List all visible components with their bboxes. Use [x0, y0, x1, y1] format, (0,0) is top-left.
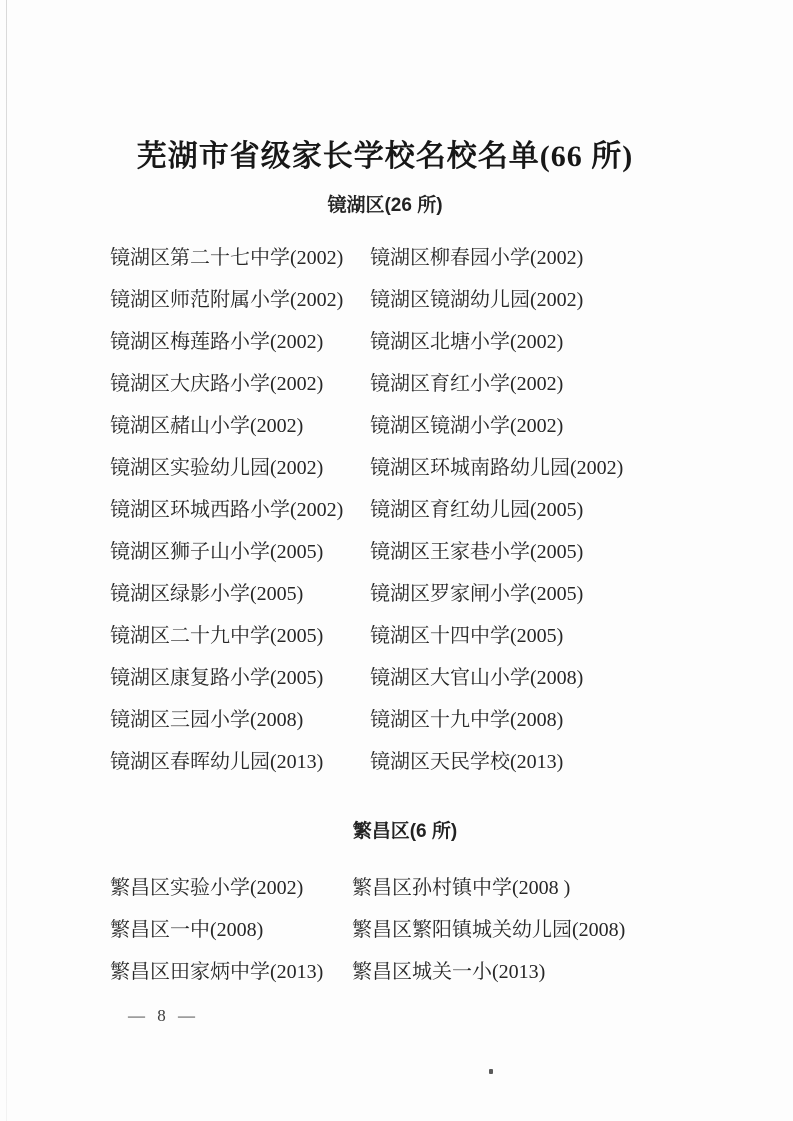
school-entry-right: 镜湖区王家巷小学(2005) [370, 540, 584, 563]
school-entry-right: 镜湖区大官山小学(2008) [370, 666, 584, 689]
school-entry-left: 镜湖区绿影小学(2005) [110, 582, 304, 605]
school-entry-right: 镜湖区环城南路幼儿园(2002) [370, 456, 624, 479]
section-heading-fanchang: 繁昌区(6 所) [352, 821, 458, 842]
school-entry-right: 镜湖区北塘小学(2002) [370, 330, 564, 353]
school-list-row [110, 738, 735, 780]
school-list-row [110, 654, 735, 696]
school-list-row [110, 528, 735, 570]
school-list-row [110, 612, 735, 654]
school-entry-left: 镜湖区春晖幼儿园(2013) [110, 750, 324, 773]
school-entry-right: 镜湖区育红幼儿园(2005) [370, 498, 584, 521]
school-entry-left: 镜湖区第二十七中学(2002) [110, 246, 344, 269]
school-entry-left: 镜湖区三园小学(2008) [110, 708, 304, 731]
school-entry-left: 镜湖区二十九中学(2005) [110, 624, 324, 647]
school-entry-right: 镜湖区柳春园小学(2002) [370, 246, 584, 269]
school-entry-left: 镜湖区赭山小学(2002) [110, 414, 304, 437]
section-heading-jinghu: 镜湖区(26 所) [327, 195, 443, 216]
school-list-row [110, 276, 735, 318]
scan-artifact-line [6, 0, 7, 1121]
school-entry-right: 镜湖区天民学校(2013) [370, 750, 564, 773]
school-entry-right: 镜湖区十四中学(2005) [370, 624, 564, 647]
section-fanchang [35, 816, 735, 990]
school-entry-right: 镜湖区罗家闸小学(2005) [370, 582, 584, 605]
school-entry-left: 繁昌区一中(2008) [110, 918, 264, 941]
school-entry-right: 繁昌区繁阳镇城关幼儿园(2008) [352, 918, 626, 941]
school-list-row [110, 948, 735, 990]
section-jinghu [35, 190, 735, 780]
page-number: — 8 — [128, 1006, 199, 1025]
school-entry-right: 镜湖区育红小学(2002) [370, 372, 564, 395]
school-entry-left: 镜湖区大庆路小学(2002) [110, 372, 324, 395]
school-entry-left: 镜湖区实验幼儿园(2002) [110, 456, 324, 479]
school-entry-left: 镜湖区师范附属小学(2002) [110, 288, 344, 311]
school-list-row [110, 402, 735, 444]
school-list-row [110, 444, 735, 486]
school-list-row [110, 864, 735, 906]
document-page [35, 0, 735, 1026]
page-title: 芜湖市省级家长学校名校名单(66 所) [136, 140, 634, 173]
school-entry-left: 镜湖区梅莲路小学(2002) [110, 330, 324, 353]
school-entry-right: 镜湖区镜湖幼儿园(2002) [370, 288, 584, 311]
school-list-row [110, 696, 735, 738]
school-entry-right: 镜湖区镜湖小学(2002) [370, 414, 564, 437]
school-entry-right: 镜湖区十九中学(2008) [370, 708, 564, 731]
school-entry-left: 镜湖区环城西路小学(2002) [110, 498, 344, 521]
school-entry-left: 繁昌区田家炳中学(2013) [110, 960, 324, 983]
school-entry-right: 繁昌区城关一小(2013) [352, 960, 546, 983]
school-list-row [110, 570, 735, 612]
school-entry-left: 镜湖区狮子山小学(2005) [110, 540, 324, 563]
school-list-row [110, 360, 735, 402]
school-list-row [110, 906, 735, 948]
school-list-jinghu [110, 234, 735, 780]
scan-artifact-speck [489, 1069, 493, 1074]
school-entry-right: 繁昌区孙村镇中学(2008 ) [352, 876, 571, 899]
school-list-row [110, 318, 735, 360]
school-list-row [110, 486, 735, 528]
school-entry-left: 镜湖区康复路小学(2005) [110, 666, 324, 689]
school-entry-left: 繁昌区实验小学(2002) [110, 876, 304, 899]
school-list-fanchang [110, 864, 735, 990]
school-list-row [110, 234, 735, 276]
